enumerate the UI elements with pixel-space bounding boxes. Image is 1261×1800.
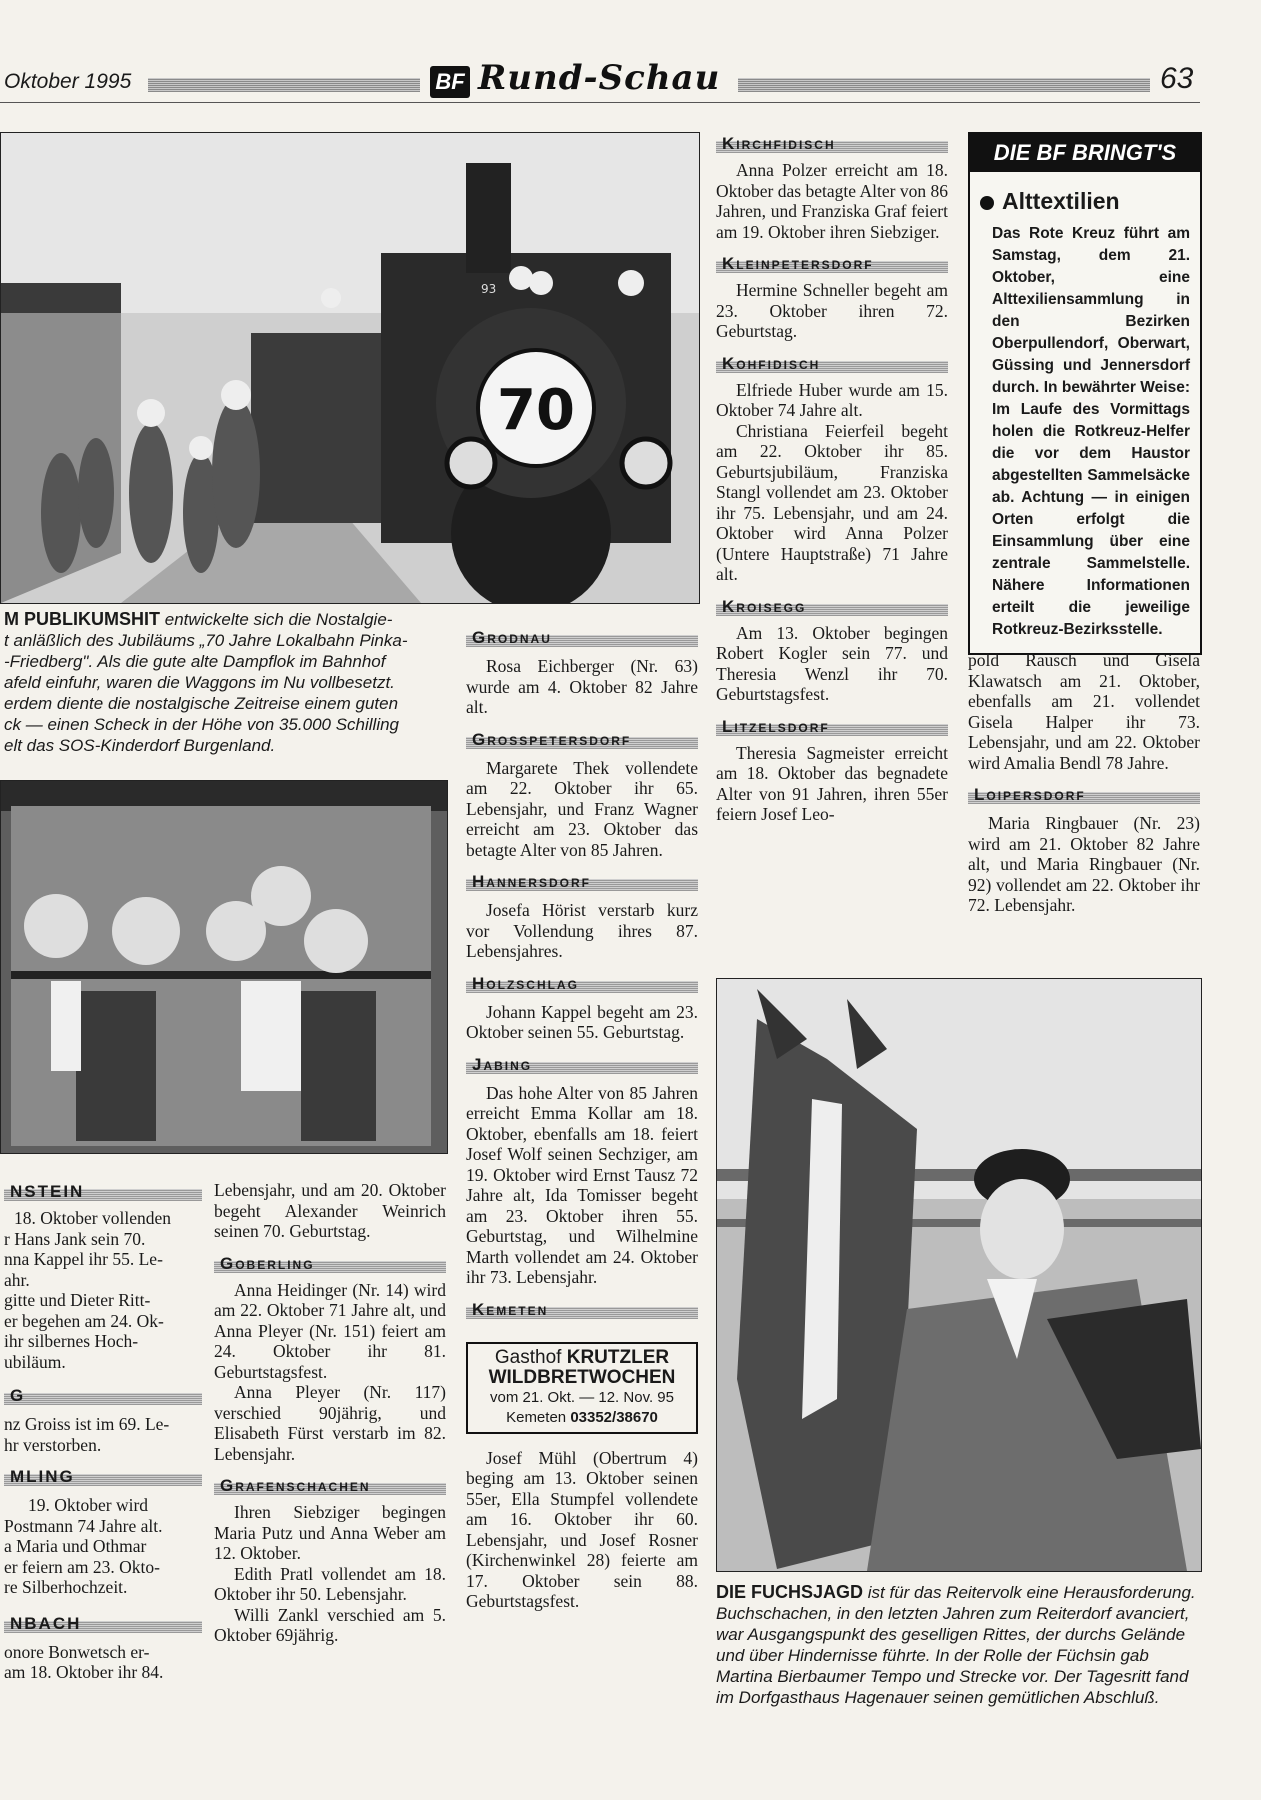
place-heading: Grodnau [466, 626, 698, 650]
place-heading: NSTEIN [4, 1180, 202, 1204]
place-heading: NBACH [4, 1612, 202, 1636]
text-line: er begehen am 24. Ok- [4, 1310, 164, 1331]
text-paragraph: Ihren Siebziger begingen Maria Putz und Anna Weber am 12. Oktober. [214, 1502, 446, 1563]
masthead-logo: BF [430, 66, 470, 98]
place-heading: Goberling [214, 1252, 446, 1276]
column-3 [466, 626, 698, 1612]
header-date: Oktober 1995 [4, 70, 132, 93]
text-paragraph: Maria Ringbauer (Nr. 23) wird am 21. Oktober 82 Jahre alt, und Maria Ringbauer (Nr. 92) vollendet am 22. Oktober ihr 72. Lebensjahr. [968, 813, 1200, 915]
place-heading: G [4, 1384, 202, 1408]
text-line: nz Groiss ist im 69. Le- [4, 1414, 170, 1434]
info-box [968, 132, 1202, 655]
place-heading: Kemeten [466, 1298, 698, 1322]
text-line: onore Bonwetsch er- [4, 1641, 150, 1662]
caption-lead: M PUBLIKUMSHIT [4, 609, 160, 629]
children-in-train-window-icon [1, 781, 447, 1153]
ad-line: Gasthof [494, 1346, 562, 1368]
ad-line: KRUTZLER [566, 1346, 670, 1368]
text-paragraph: Am 13. Oktober begingen Robert Kogler sein 77. und Theresia Wenzl ihr 70. Geburtstagsfest. [716, 622, 948, 704]
ad-line: 03352/38670 [570, 1408, 658, 1426]
text-line: am 18. Oktober ihr 84. [4, 1662, 164, 1682]
caption-line: elt das SOS-Kinderdorf Burgenland. [4, 736, 276, 755]
text-paragraph: Josef Mühl (Obertrum 4) beging am 13. Oktober seinen 55er, Ella Stumpfel vollendete am 16. Oktober ihr 60. Lebensjahr, und Josef Rosner (Kirchenwinkel 28) feierte am 17. Oktober sein 88. Geburtstagsfest. [466, 1447, 698, 1611]
text-line: 19. Oktober wird [28, 1495, 149, 1515]
text-paragraph: Christiana Feierfeil begeht am 22. Oktober ihr 85. Geburtsjubiläum, Franziska Stangl vollendet am 23. Oktober ihr 75. Lebensjahr, und am 24. Oktober wird Anna Polzer (Untere Hauptstraße) 71 Jahre alt. [716, 420, 948, 584]
place-heading: Grafenschachen [214, 1474, 446, 1498]
text-line: nna Kappel ihr 55. Le- [4, 1249, 163, 1269]
engine-number: 93 [481, 282, 497, 296]
column-2 [214, 1180, 446, 1646]
text-paragraph: Rosa Eichberger (Nr. 63) wurde am 4. Oktober 82 Jahre alt. [466, 656, 698, 717]
text-paragraph: Anna Pleyer (Nr. 117) verschied 90jährig, und Elisabeth Fürst verstarb im 82. Lebensjahr. [214, 1382, 446, 1464]
caption-lead: DIE FUCHSJAGD [716, 1582, 864, 1602]
text-line: a Maria und Othmar [4, 1536, 147, 1556]
caption-line: afeld einfuhr, waren die Waggons im Nu vollbesetzt. [4, 673, 395, 692]
place-heading: Kleinpetersdorf [716, 252, 948, 276]
ad-line: WILDBRETWOCHEN [488, 1366, 676, 1388]
page-number: 63 [1160, 62, 1194, 95]
text-paragraph: Hermine Schneller begeht am 23. Oktober ihren 72. Geburtstag. [716, 280, 948, 341]
text-line: gitte und Dieter Ritt- [4, 1290, 151, 1310]
text-line: r Hans Jank sein 70. [4, 1228, 146, 1249]
text-paragraph: Anna Heidinger (Nr. 14) wird am 22. Oktober 71 Jahre alt, und Anna Pleyer (Nr. 151) feiert am 24. Oktober ihr 81. Geburtstagsfest. [214, 1279, 446, 1382]
text-paragraph: Willi Zankl verschied am 5. Oktober 69jährig. [214, 1604, 446, 1645]
masthead-title: Rund-Schau [478, 58, 721, 98]
text-paragraph: Johann Kappel begeht am 23. Oktober seinen 55. Geburtstag. [466, 1001, 698, 1042]
text-paragraph: Elfriede Huber wurde am 15. Oktober 74 Jahre alt. [716, 379, 948, 420]
place-heading: MLING [4, 1465, 202, 1489]
text-line: hr verstorben. [4, 1434, 102, 1455]
text-paragraph: Margarete Thek vollendete am 22. Oktober ihr 65. Lebensjahr, und Franz Wagner erreicht am 23. Oktober das betagte Alter von 85 Jahren. [466, 757, 698, 860]
children-window-photo [0, 780, 448, 1154]
info-box-body: Das Rote Kreuz führt am Samstag, dem 21. Oktober, eine Alttexiliensammlung in den Bezirken Oberpullendorf, Oberwart, Güssing und Jennersdorf durch. In bewährter Weise: Im Laufe des Vormittags holen die Rotkreuz-Helfer die vor dem Haustor abgestellten Sammelsäcke ab. Achtung — in einigen Orten erfolgt die Einsammlung über eine zentrale Sammelstelle. Nähere Informationen erteilt die jeweilige Rotkreuz-Bezirksstelle. [992, 225, 1190, 638]
bullet-icon [980, 196, 994, 210]
advertisement-box [466, 1342, 698, 1434]
place-heading: Loipersdorf [968, 783, 1200, 807]
place-heading: Holzschlag [466, 972, 698, 996]
column-1 [4, 1180, 202, 1683]
text-paragraph: Theresia Sagmeister erreicht am 18. Oktober das begnadete Alter von 91 Jahren, ihren 55er feiern Josef Leo- [716, 742, 948, 824]
column-5 [968, 650, 1200, 916]
column-4 [716, 132, 948, 825]
text-paragraph: pold Rausch und Gisela Klawatsch am 21. Oktober, ebenfalls am 21. vollendet Gisela Halper ihr 73. Lebensjahr, und am 22. Oktober wird Amalia Bendl 78 Jahre. [968, 650, 1200, 773]
photo-caption-locomotive [4, 609, 444, 756]
ad-line: vom 21. Okt. — 12. Nov. 95 [490, 1388, 674, 1406]
locomotive-photo [0, 132, 700, 604]
caption-line: t anläßlich des Jubiläums „70 Jahre Lokalbahn Pinka- [4, 631, 408, 650]
caption-line: -Friedberg". Als die gute alte Dampflok im Bahnhof [4, 652, 386, 671]
place-heading: Grosspetersdorf [466, 728, 698, 752]
place-heading: Kohfidisch [716, 352, 948, 376]
text-line: ihr silbernes Hoch- [4, 1331, 139, 1351]
text-line: 18. Oktober vollenden [14, 1208, 171, 1228]
text-paragraph: Lebensjahr, und am 20. Oktober begeht Alexander Weinrich seinen 70. Geburtstag. [214, 1180, 446, 1241]
text-line: ahr. [4, 1269, 30, 1290]
caption-line: entwickelte sich die Nostalgie- [164, 610, 393, 629]
place-heading: Hannersdorf [466, 870, 698, 894]
ad-line: Kemeten [506, 1408, 567, 1426]
info-box-title: DIE BF BRINGT'S [970, 134, 1200, 172]
place-heading: Litzelsdorf [716, 715, 948, 739]
text-paragraph: Das hohe Alter von 85 Jahren erreicht Emma Kollar am 18. Oktober, ebenfalls am 18. feiert Josef Wolf seinen Sechziger, am 19. Oktober wird Ernst Tausz 72 Jahre alt, Ida Tomisser begeht am 23. Oktober ihren 55. Geburtstag, und Wilhelmine Marth vollendet am 24. Oktober ihr 73. Lebensjahr. [466, 1082, 698, 1287]
text-line: Postmann 74 Jahre alt. [4, 1515, 163, 1536]
locomotive-plate: 70 [497, 378, 575, 443]
place-heading: Kirchfidisch [716, 132, 948, 156]
place-heading: Kroisegg [716, 595, 948, 619]
rider-horse-photo [716, 978, 1202, 1572]
steam-locomotive-icon [1, 133, 699, 603]
place-heading: Jabing [466, 1053, 698, 1077]
header-rule-left [148, 78, 420, 92]
text-paragraph: Edith Pratl vollendet am 18. Oktober ihr 50. Lebensjahr. [214, 1563, 446, 1604]
text-paragraph: Josefa Hörist verstarb kurz vor Vollendung ihres 87. Lebensjahres. [466, 900, 698, 961]
caption-line: erdem diente die nostalgische Zeitreise einem guten [4, 694, 399, 713]
text-line: er feiern am 23. Okto- [4, 1556, 160, 1577]
caption-line: ck — einen Scheck in der Höhe von 35.000 Schilling [4, 715, 400, 734]
text-line: ubiläum. [4, 1351, 66, 1372]
header-rule-right [738, 78, 1150, 92]
text-paragraph: Anna Polzer erreicht am 18. Oktober das betagte Alter von 86 Jahren, und Franziska Graf feiert am 19. Oktober ihren Siebziger. [716, 160, 948, 242]
rider-with-horse-icon [717, 979, 1201, 1571]
text-line: re Silberhochzeit. [4, 1577, 128, 1597]
photo-caption-fuchsjagd [716, 1582, 1200, 1708]
header-underline [0, 102, 1200, 103]
caption-text: ist für das Reitervolk eine Herausforderung. Buchschachen, in den letzten Jahren zum Reiterdorf avanciert, war Ausgangspunkt des geselligen Rittes, der durchs Gelände und über Hindernisse führte. In der Rolle der Füchsin gab Martina Bierbaumer Tempo und Strecke vor. Der Tagesritt fand im Dorfgasthaus Hagenauer seinen gemütlichen Abschluß. [716, 1583, 1196, 1707]
info-box-heading: Alttextilien [1002, 188, 1120, 214]
